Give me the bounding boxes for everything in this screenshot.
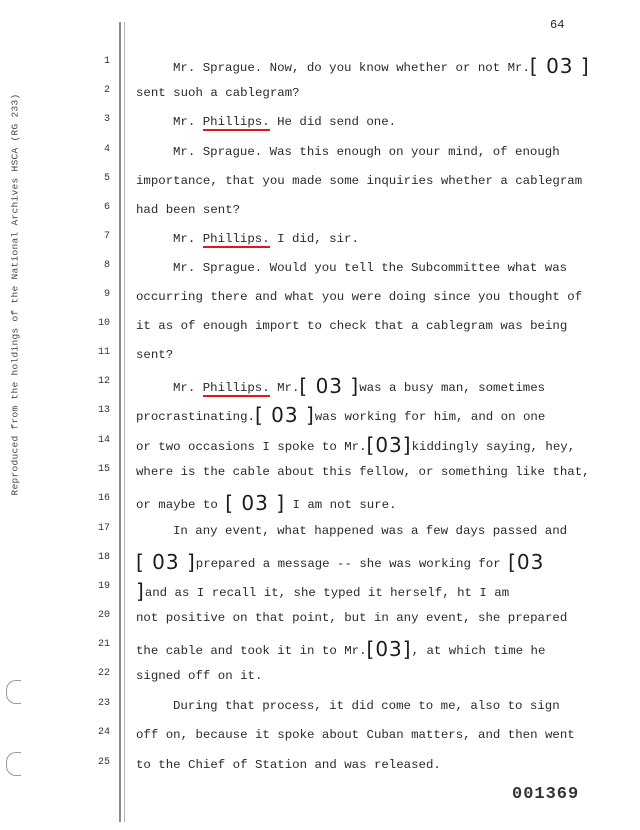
line-number: 25	[97, 757, 110, 768]
redaction-bracket: [ 03 ]	[225, 491, 286, 515]
text-segment: He did send one.	[269, 115, 397, 129]
redaction-bracket: [03]	[366, 637, 412, 661]
text-segment: the cable and took it in to Mr.	[136, 644, 367, 658]
text-segment: sent?	[136, 348, 174, 362]
line-text	[136, 637, 545, 661]
transcript-line	[0, 258, 640, 282]
line-number: 15	[97, 464, 110, 475]
transcript-line	[0, 462, 640, 486]
line-number: 2	[103, 85, 110, 96]
line-number: 10	[97, 318, 110, 329]
text-segment: Mr. Sprague. Now, do you know whether or not Mr.	[173, 61, 530, 75]
text-segment: I am not sure.	[285, 498, 397, 512]
text-segment: Mr.	[269, 381, 300, 395]
line-number: 18	[97, 552, 110, 563]
line-text	[173, 229, 359, 249]
line-number: 12	[97, 376, 110, 387]
line-text	[173, 112, 396, 132]
line-number: 14	[97, 435, 110, 446]
line-number: 19	[97, 581, 110, 592]
redaction-bracket: [ 03 ]	[136, 550, 196, 574]
transcript-line	[0, 142, 640, 166]
line-text	[136, 725, 575, 745]
line-number: 4	[103, 144, 110, 155]
transcript-line	[0, 666, 640, 690]
transcript-line	[0, 521, 640, 545]
text-segment: or two occasions I spoke to Mr.	[136, 440, 367, 454]
line-text	[136, 403, 545, 427]
text-segment: In any event, what happened was a few days passed and	[173, 524, 568, 538]
transcript-line	[0, 83, 640, 107]
line-number: 24	[97, 727, 110, 738]
transcript-line	[0, 725, 640, 749]
line-number: 11	[97, 347, 110, 358]
transcript-line	[0, 696, 640, 720]
line-text	[136, 666, 262, 686]
redaction-bracket: [03]	[366, 433, 412, 457]
line-number: 8	[103, 260, 110, 271]
line-text	[173, 521, 567, 541]
text-segment: signed off on it.	[136, 669, 263, 683]
text-segment: and as I recall it, she typed it herself, ht I am	[144, 586, 510, 600]
line-text	[136, 462, 590, 482]
redaction-bracket: [ 03 ]	[254, 403, 315, 427]
text-segment: I did, sir.	[269, 232, 359, 246]
transcript-line	[0, 491, 640, 515]
transcript-line	[0, 755, 640, 779]
transcript-line	[0, 637, 640, 661]
text-segment: or maybe to	[136, 498, 226, 512]
transcript-line	[0, 345, 640, 369]
line-number: 7	[103, 231, 110, 242]
document-stamp: 001369	[512, 785, 580, 804]
line-text	[173, 142, 560, 162]
line-number: 13	[97, 405, 110, 416]
transcript-line	[0, 374, 640, 398]
transcript-line	[0, 229, 640, 253]
line-text	[136, 491, 397, 515]
line-text	[136, 200, 240, 220]
line-text	[136, 171, 582, 191]
line-number: 1	[103, 56, 110, 67]
text-segment: importance, that you made some inquiries whether a cablegram	[136, 174, 583, 188]
text-segment: was a busy man, sometimes	[359, 381, 546, 395]
transcript-line	[0, 608, 640, 632]
line-text	[173, 54, 590, 78]
line-number: 16	[97, 493, 110, 504]
text-segment: Mr. Sprague. Would you tell the Subcommittee what was	[173, 261, 568, 275]
text-segment: sent suoh a cablegram?	[136, 86, 300, 100]
transcript-line	[0, 550, 640, 574]
transcript-line	[0, 112, 640, 136]
text-segment: Mr.	[173, 232, 203, 246]
line-text	[136, 345, 173, 365]
line-text	[136, 287, 582, 307]
line-text	[136, 83, 300, 103]
line-text	[173, 374, 545, 398]
line-number: 23	[97, 698, 110, 709]
speaker-name: Phillips.	[202, 232, 270, 246]
line-number: 3	[103, 114, 110, 125]
text-segment: off on, because it spoke about Cuban matters, and then went	[136, 728, 575, 742]
text-segment: was working for him, and on one	[314, 410, 546, 424]
text-segment: not positive on that point, but in any event, she prepared	[136, 611, 568, 625]
archive-note: Reproduced from the holdings of the National Archives HSCA (RG 233)	[9, 93, 21, 496]
line-number: 6	[103, 202, 110, 213]
text-segment: it as of enough import to check that a cablegram was being	[136, 319, 568, 333]
line-number: 21	[97, 639, 110, 650]
transcript-line	[0, 316, 640, 340]
transcript-line	[0, 171, 640, 195]
text-segment: where is the cable about this fellow, or something like that,	[136, 465, 590, 479]
speaker-name: Phillips.	[202, 115, 270, 129]
line-number: 5	[103, 173, 110, 184]
transcript-line	[0, 54, 640, 78]
line-text	[136, 433, 575, 457]
text-segment: prepared a message -- she was working for	[195, 557, 509, 571]
text-segment: occurring there and what you were doing since you thought of	[136, 290, 583, 304]
transcript-line	[0, 287, 640, 311]
text-segment: Mr.	[173, 381, 203, 395]
line-number: 20	[97, 610, 110, 621]
line-text	[136, 316, 567, 336]
redaction-bracket: [ 03 ]	[529, 54, 590, 78]
text-segment: , at which time he	[411, 644, 546, 658]
line-text	[136, 755, 441, 775]
text-segment: Mr. Sprague. Was this enough on your mind, of enough	[173, 145, 560, 159]
redaction-bracket: [03	[508, 550, 545, 574]
line-number: 22	[97, 668, 110, 679]
text-segment: had been sent?	[136, 203, 241, 217]
line-number: 17	[97, 523, 110, 534]
transcript-line	[0, 579, 640, 603]
line-text	[173, 696, 560, 716]
page-number: 64	[550, 18, 565, 32]
redaction-bracket: ]	[136, 579, 145, 603]
transcript-line	[0, 200, 640, 224]
text-segment: During that process, it did come to me, also to sign	[173, 699, 560, 713]
text-segment: kiddingly saying, hey,	[411, 440, 576, 454]
transcript-line	[0, 403, 640, 427]
speaker-name: Phillips.	[202, 381, 270, 395]
text-segment: Mr.	[173, 115, 203, 129]
line-number: 9	[103, 289, 110, 300]
line-text	[136, 608, 567, 628]
text-segment: procrastinating.	[136, 410, 255, 424]
redaction-bracket: [ 03 ]	[299, 374, 360, 398]
transcript-line	[0, 433, 640, 457]
line-text	[173, 258, 567, 278]
line-text	[136, 550, 544, 574]
line-text	[136, 579, 509, 603]
text-segment: to the Chief of Station and was released.	[136, 758, 441, 772]
